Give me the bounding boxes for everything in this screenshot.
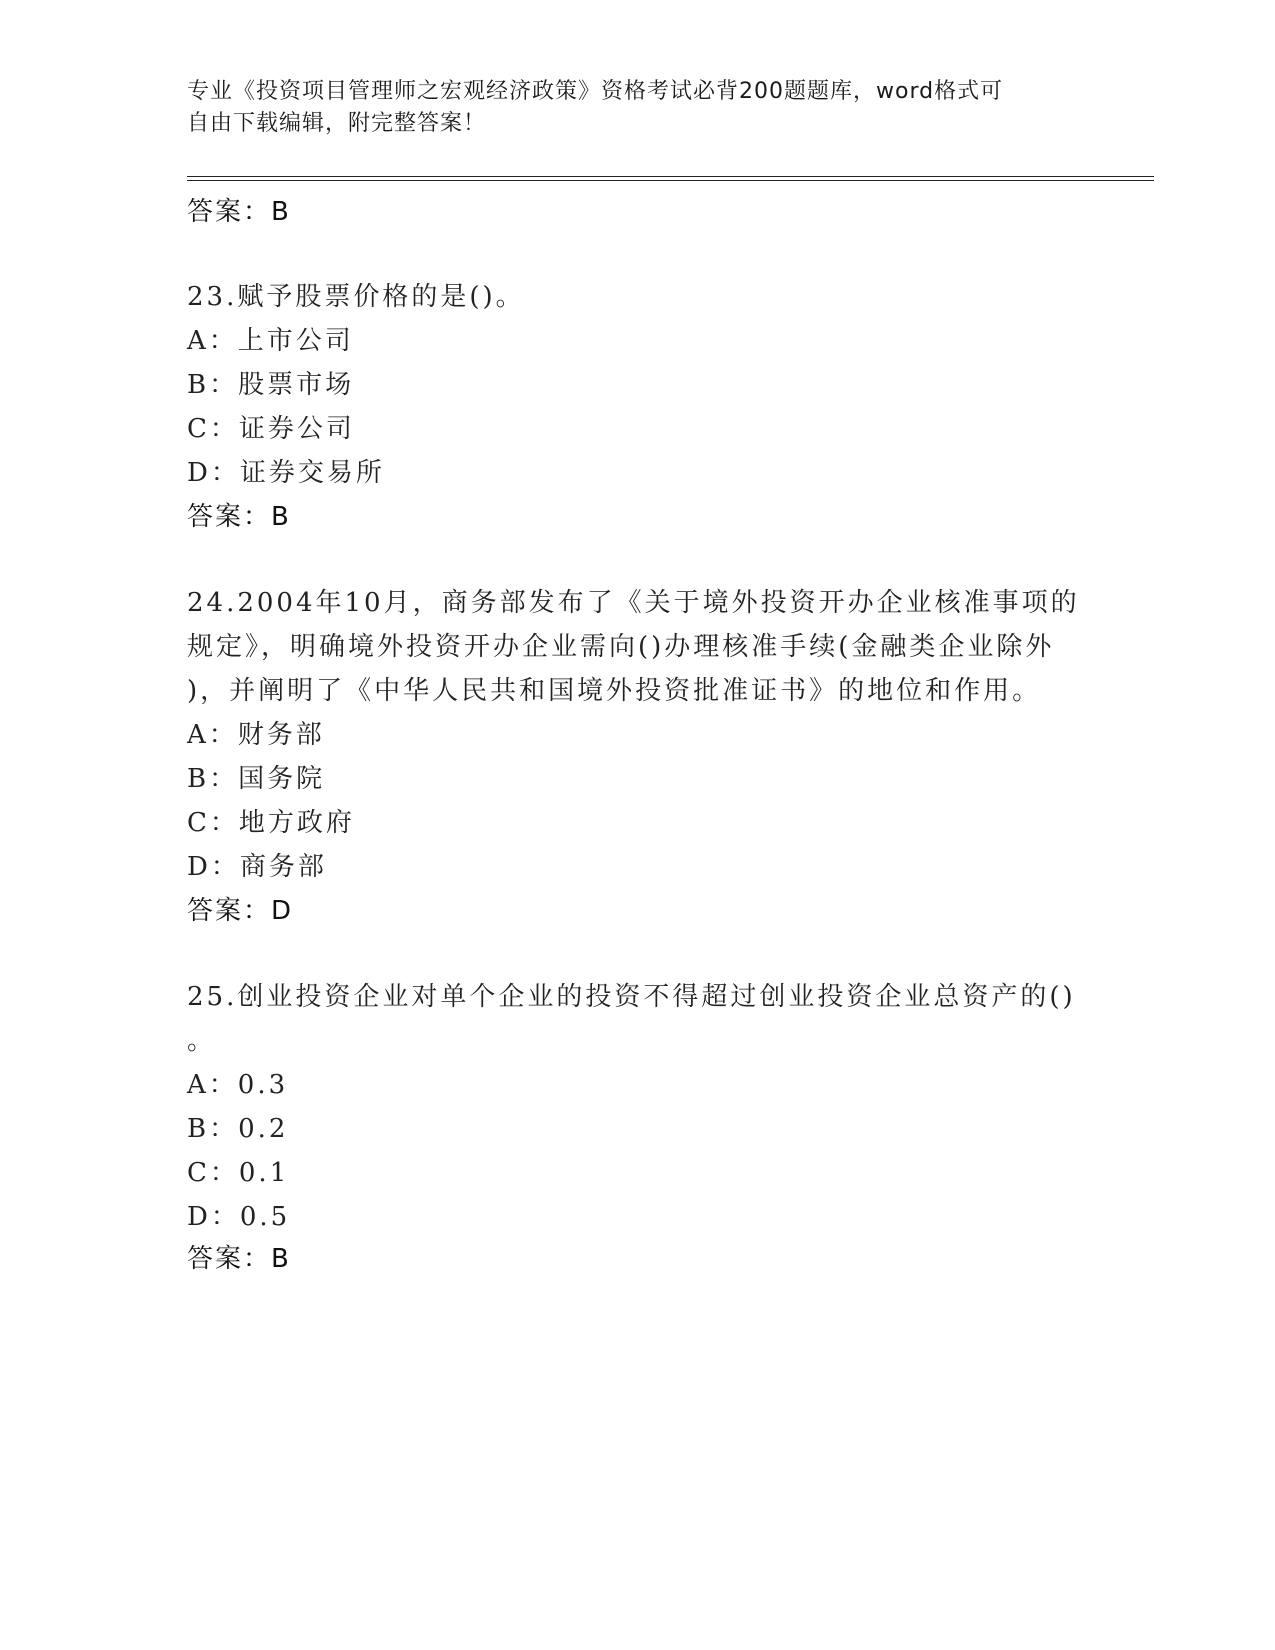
header-rule-top: [187, 176, 1154, 177]
option-d: D：证券交易所: [187, 458, 385, 488]
option-a: A：财务部: [187, 720, 325, 750]
header-line-2: 自由下载编辑，附完整答案！: [187, 111, 487, 136]
answer: 答案：D: [187, 896, 294, 926]
question-stem: 23.赋予股票价格的是()。: [187, 282, 525, 312]
question-stem-line-1: 24.2004年10月，商务部发布了《关于境外投资开办企业核准事项的: [187, 588, 1080, 618]
option-c: C：0.1: [187, 1158, 290, 1188]
option-b: B：0.2: [187, 1114, 289, 1144]
answer: 答案：B: [187, 1244, 291, 1274]
header-rule-bottom: [187, 180, 1154, 181]
option-a: A：0.3: [187, 1070, 289, 1100]
option-a: A：上市公司: [187, 326, 354, 356]
header-line-1: 专业《投资项目管理师之宏观经济政策》资格考试必背200题题库，word格式可: [187, 79, 1004, 104]
question-stem-line-2: 规定》，明确境外投资开办企业需向()办理核准手续(金融类企业除外: [187, 632, 1055, 662]
question-stem-line-3: )，并阐明了《中华人民共和国境外投资批准证书》的地位和作用。: [187, 676, 1042, 706]
option-b: B：股票市场: [187, 370, 355, 400]
option-d: D：商务部: [187, 852, 327, 882]
question-stem-line-1: 25.创业投资企业对单个企业的投资不得超过创业投资企业总资产的(): [187, 982, 1076, 1012]
previous-answer: 答案：B: [187, 197, 291, 227]
answer: 答案：B: [187, 502, 291, 532]
question-stem-line-2: 。: [187, 1026, 217, 1056]
option-c: C：地方政府: [187, 808, 355, 838]
option-d: D：0.5: [187, 1202, 291, 1232]
option-c: C：证券公司: [187, 414, 355, 444]
option-b: B：国务院: [187, 764, 326, 794]
